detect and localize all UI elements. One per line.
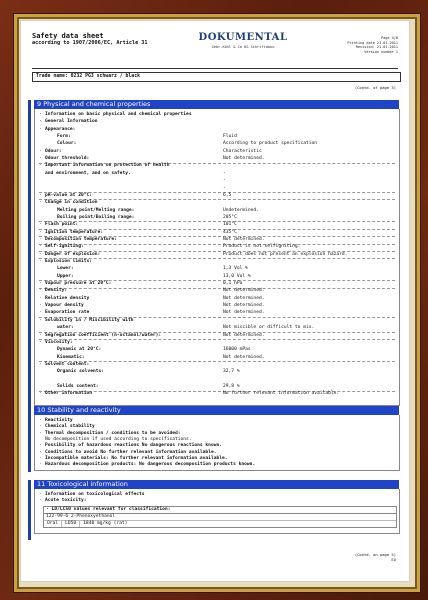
section-side-bar <box>28 100 31 410</box>
property-value: According to product specification <box>223 141 318 147</box>
property-label: Viscosity: <box>45 339 73 345</box>
contd-bottom: (Contd. on page 5) <box>354 552 396 557</box>
safety-data-sheet <box>28 30 400 570</box>
property-row <box>39 340 395 346</box>
bullet: · <box>39 251 42 257</box>
property-value: Not determined. <box>223 156 265 162</box>
bullet: · <box>39 200 42 206</box>
list-item-text: Incompatible materials: No further relevant information available. <box>45 455 228 461</box>
property-label: Solids content: <box>57 383 99 389</box>
bullet: · <box>39 236 42 242</box>
property-row <box>39 156 395 162</box>
property-row <box>39 310 395 316</box>
property-label: Appearance: <box>45 126 76 132</box>
bullet: · <box>39 222 42 228</box>
property-row <box>39 333 395 339</box>
list-item-text: Conditions to avoid No further relevant information available. <box>45 449 217 455</box>
property-row <box>39 281 395 287</box>
bullet: · <box>39 281 42 287</box>
bullet: · <box>39 112 42 117</box>
property-row <box>39 171 395 177</box>
bullet: · <box>39 192 42 198</box>
property-label: Organic solvents: <box>57 369 105 375</box>
section-11-heading: 11 Toxicological information <box>34 480 399 489</box>
bullet: · <box>39 244 42 250</box>
property-label: Melting point/Melting range: <box>57 207 135 213</box>
bullet: · <box>39 424 42 430</box>
list-item-text: Reactivity <box>45 418 73 423</box>
property-value: Not determined. <box>223 332 265 338</box>
footer <box>355 553 396 563</box>
section-10-heading: 10 Stability and reactivity <box>34 406 399 415</box>
property-label: Odour threshold: <box>45 156 90 162</box>
property-row <box>39 362 395 368</box>
table-row <box>44 521 396 527</box>
logo-text: DOKUMENTAL <box>198 32 288 43</box>
property-label: Boiling point/Boiling range: <box>57 214 135 220</box>
list-item <box>39 443 395 449</box>
property-value: - <box>223 185 226 191</box>
property-value: Not determined. <box>223 288 265 294</box>
title-line-1: Safety data sheet <box>32 32 104 40</box>
property-row <box>39 318 395 324</box>
list-item-text: Chemical stability <box>45 424 95 430</box>
bullet: · <box>39 295 42 301</box>
property-label: Vapour density <box>45 303 84 309</box>
list-item: · Information on toxicological effects <box>39 492 145 497</box>
bullet: · <box>39 462 42 468</box>
bullet: · <box>39 303 42 309</box>
list-item <box>39 431 395 437</box>
property-value: - <box>223 170 226 176</box>
section-9-body <box>34 109 400 406</box>
bullet: · <box>39 126 42 132</box>
bullet: · <box>39 339 42 345</box>
property-value: 0,1 hPa <box>223 281 243 287</box>
property-value: Not determined. <box>223 303 265 309</box>
section-11-body <box>34 489 400 534</box>
table-cell: LD50 <box>62 521 80 527</box>
property-value: 435°C <box>223 229 237 235</box>
list-item <box>39 456 395 462</box>
property-label: Self-igniting: <box>45 244 84 250</box>
property-row <box>39 215 395 221</box>
property-row <box>39 237 395 243</box>
property-row <box>39 149 395 155</box>
version-number: Version number 1 <box>364 49 398 54</box>
table-subheader: 122-99-6 2-Phenoxyethanol <box>44 514 396 521</box>
property-label: Colour: <box>57 141 77 147</box>
list-item <box>39 437 395 443</box>
property-label: Explosion limits: <box>45 259 93 264</box>
title-line-2: according to 1907/2006/EC, Article 31 <box>32 40 148 47</box>
property-row <box>39 134 395 140</box>
property-row <box>39 355 395 361</box>
list-item-text: No decomposition if used according to specifications. <box>45 436 192 442</box>
property-label: Odour: <box>45 148 62 154</box>
bullet: · <box>39 163 42 169</box>
property-value: Characteristic <box>223 148 262 154</box>
revision-date: Revision: 21.01.2011 <box>355 45 398 50</box>
property-row <box>39 252 395 258</box>
document-meta <box>347 36 398 54</box>
list-item-text: Possibility of hazardous reactions No dangerous reactions known. <box>45 443 223 449</box>
property-row <box>39 127 395 133</box>
footer-code: EU <box>391 556 396 562</box>
property-row <box>39 178 395 184</box>
list-item <box>39 450 395 456</box>
property-value: - <box>223 178 226 184</box>
bullet: · <box>39 148 42 154</box>
property-label: Relative density <box>45 295 90 301</box>
bullet: · <box>39 119 42 125</box>
property-row <box>39 163 395 169</box>
list-item: · Acute toxicity: <box>39 498 87 503</box>
property-label: Lower: <box>57 266 74 272</box>
property-row <box>39 186 395 192</box>
property-label: Segregation coefficient (n-octanol/water): <box>45 332 162 338</box>
bullet: · <box>39 310 42 316</box>
printing-date: Printing date 21.01.2011 <box>347 40 398 45</box>
property-label: Evaporation rate <box>45 310 90 316</box>
property-row <box>39 141 395 147</box>
property-value: 6,5 <box>223 192 232 198</box>
property-row <box>39 384 395 390</box>
list-item <box>39 462 395 468</box>
property-value: 32,7 % <box>223 369 240 375</box>
bullet: · <box>39 259 42 264</box>
table-cell: 1840 mg/kg (rat) <box>83 521 128 526</box>
property-row <box>39 112 395 118</box>
document-title <box>32 32 148 47</box>
property-value: Product does not present an explosion hazard. <box>223 251 348 257</box>
property-row <box>39 288 395 294</box>
property-value: 29,8 % <box>223 383 240 389</box>
list-item-text: Thermal decomposition / conditions to be avoided: <box>45 430 181 436</box>
property-row <box>39 244 395 250</box>
property-row <box>39 208 395 214</box>
property-row <box>39 391 395 397</box>
property-row <box>39 119 395 125</box>
property-value: Not determined. <box>223 354 265 360</box>
bullet: · <box>39 317 42 323</box>
property-value: Not determined. <box>223 295 265 301</box>
section-side-bar <box>28 406 31 472</box>
bullet: · <box>39 288 42 294</box>
property-value: Not miscible or difficult to mix. <box>223 325 315 331</box>
property-row <box>39 274 395 280</box>
section-side-bar <box>28 480 31 540</box>
contd-top: (Contd. of page 3) <box>354 85 396 90</box>
property-value: Fluid <box>223 134 237 140</box>
property-label: Danger of explosion: <box>45 251 101 257</box>
property-row <box>39 200 395 206</box>
property-label: Ignition temperature: <box>45 229 104 235</box>
property-label: pH-value at 20°C: <box>45 192 93 198</box>
property-value: Undetermined. <box>223 207 259 213</box>
property-row <box>39 325 395 331</box>
property-row <box>39 377 395 383</box>
property-label: Form: <box>57 134 71 140</box>
list-item-text: Hazardous decomposition products: No dangerous decomposition products known. <box>45 462 256 468</box>
property-value: 16000 mPas <box>223 347 251 353</box>
bullet: · <box>39 430 42 436</box>
property-value: Product is not selfigniting. <box>223 244 301 250</box>
property-row <box>39 259 395 265</box>
bullet: · <box>39 418 42 423</box>
property-label: and environment, and on safety. <box>45 170 131 176</box>
property-label: Information on basic physical and chemical properties <box>45 112 192 117</box>
property-label: Dynamic at 20°C: <box>57 347 102 353</box>
property-row <box>39 296 395 302</box>
property-label: Change in condition <box>45 200 98 206</box>
property-label: Upper: <box>57 273 74 279</box>
property-row <box>39 193 395 199</box>
property-value: Not determined. <box>223 236 265 242</box>
property-row <box>39 266 395 272</box>
property-row <box>39 222 395 228</box>
property-value: No further relevant information available. <box>223 391 340 397</box>
bullet: · <box>39 391 42 397</box>
toxicity-table <box>43 506 397 528</box>
section-9-heading: 9 Physical and chemical properties <box>34 100 399 109</box>
property-row <box>39 230 395 236</box>
property-label: Density: <box>45 288 68 294</box>
bullet: · <box>39 156 42 162</box>
property-value: 1,3 Vol % <box>223 266 248 272</box>
property-label: Solvent content: <box>45 361 90 367</box>
property-row <box>39 347 395 353</box>
property-label: water: <box>57 325 74 331</box>
property-label: Other information <box>45 391 93 397</box>
property-label: Decomposition temperature: <box>45 236 117 242</box>
header-divider <box>32 68 398 69</box>
property-row <box>39 303 395 309</box>
property-label: Vapour pressure at 20°C: <box>45 281 112 287</box>
trade-name: Trade name: 0232 PG3 schwarz / black <box>32 72 401 82</box>
bullet: · <box>39 449 42 455</box>
property-value: 13,0 Vol % <box>223 273 251 279</box>
bullet: · <box>39 332 42 338</box>
bullet: · <box>39 361 42 367</box>
logo-subtext: Gebr.Köhl & Co KG Schriftdoku <box>211 44 275 49</box>
property-label: Important information on protection of health <box>45 163 170 169</box>
property-label: General Information <box>45 119 98 125</box>
table-cell: Oral <box>44 521 62 527</box>
list-item <box>39 424 395 430</box>
bullet: · <box>39 229 42 235</box>
property-value: 205°C <box>223 214 237 220</box>
bullet: · <box>39 443 42 449</box>
table-header: · LD/LC50 values relevant for classification: <box>44 507 396 514</box>
property-value: Not determined. <box>223 310 265 316</box>
property-label: Flash point: <box>45 222 79 228</box>
property-value: 101°C <box>223 222 237 228</box>
property-label: Kinematic: <box>57 354 85 360</box>
section-10-body <box>34 415 400 471</box>
page-number: Page 4/8 <box>381 36 398 40</box>
company-logo <box>198 32 288 49</box>
property-row <box>39 369 395 375</box>
property-label: Solubility in / Miscibility with <box>45 317 134 323</box>
bullet: · <box>39 455 42 461</box>
